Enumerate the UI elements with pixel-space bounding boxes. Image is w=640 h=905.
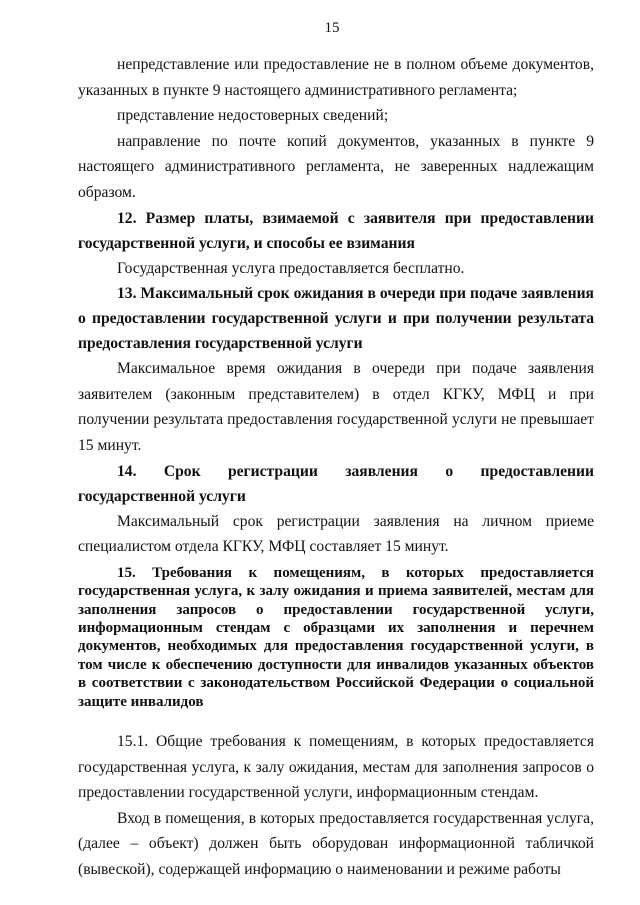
paragraph-refusal-uncertified-copies: направление по почте копий документов, указанных в пункте 9 настоящего административного регламента, не заверенных надлежащим образом. bbox=[78, 132, 594, 201]
section-12-body: Государственная услуга предоставляется бесплатно. bbox=[117, 259, 465, 277]
paragraph-refusal-incomplete-documents: непредставление или предоставление не в полном объеме документов, указанных в пункте 9 настоящего административного регламента; bbox=[78, 56, 594, 99]
section-15-heading: 15. Требования к помещениям, в которых предоставляется государственная услуга, к залу ожидания и приема заявителей, местам для заполнения запросов о предоставлении государственной услуги, информационным стендам с образцами их заполнения и перечнем документов, необходимых для предоставления государственной услуги, в том числе к обеспечению доступности для инвалидов указанных объектов в соответствии с законодательством Российской Федерации о социальной защите инвалидов bbox=[78, 564, 594, 710]
section-15-entrance-body: Вход в помещения, в которых предоставляется государственная услуга, (далее – объект) должен быть оборудован информационной табличкой (вывеской), содержащей информацию о наименовании и режиме работы bbox=[78, 809, 594, 878]
section-14-heading: 14. Срок регистрации заявления о предоставлении государственной услуги bbox=[78, 462, 594, 505]
section-15-1-body: 15.1. Общие требования к помещениям, в которых предоставляется государственная услуга, к залу ожидания, местам для заполнения запросов о предоставлении государственной услуги, информационным стендам. bbox=[78, 732, 594, 802]
page-number: 15 bbox=[324, 20, 340, 36]
section-12-heading: 12. Размер платы, взимаемой с заявителя при предоставлении государственной услуги, и способы ее взимания bbox=[78, 209, 594, 252]
section-14-body: Максимальный срок регистрации заявления на личном приеме специалистом отдела КГКУ, МФЦ составляет 15 минут. bbox=[78, 512, 594, 556]
section-13-body: Максимальное время ожидания в очереди при подаче заявления заявителем (законным представителем) в отдел КГКУ, МФЦ и при получении результата предоставления государственной услуги не превышает 15 минут. bbox=[78, 360, 594, 454]
paragraph-refusal-false-information: представление недостоверных сведений; bbox=[117, 107, 389, 125]
document-page bbox=[78, 20, 594, 883]
section-13-heading: 13. Максимальный срок ожидания в очереди при подаче заявления о предоставлении государственной услуги и при получении результата предоставления государственной услуги bbox=[78, 285, 594, 353]
